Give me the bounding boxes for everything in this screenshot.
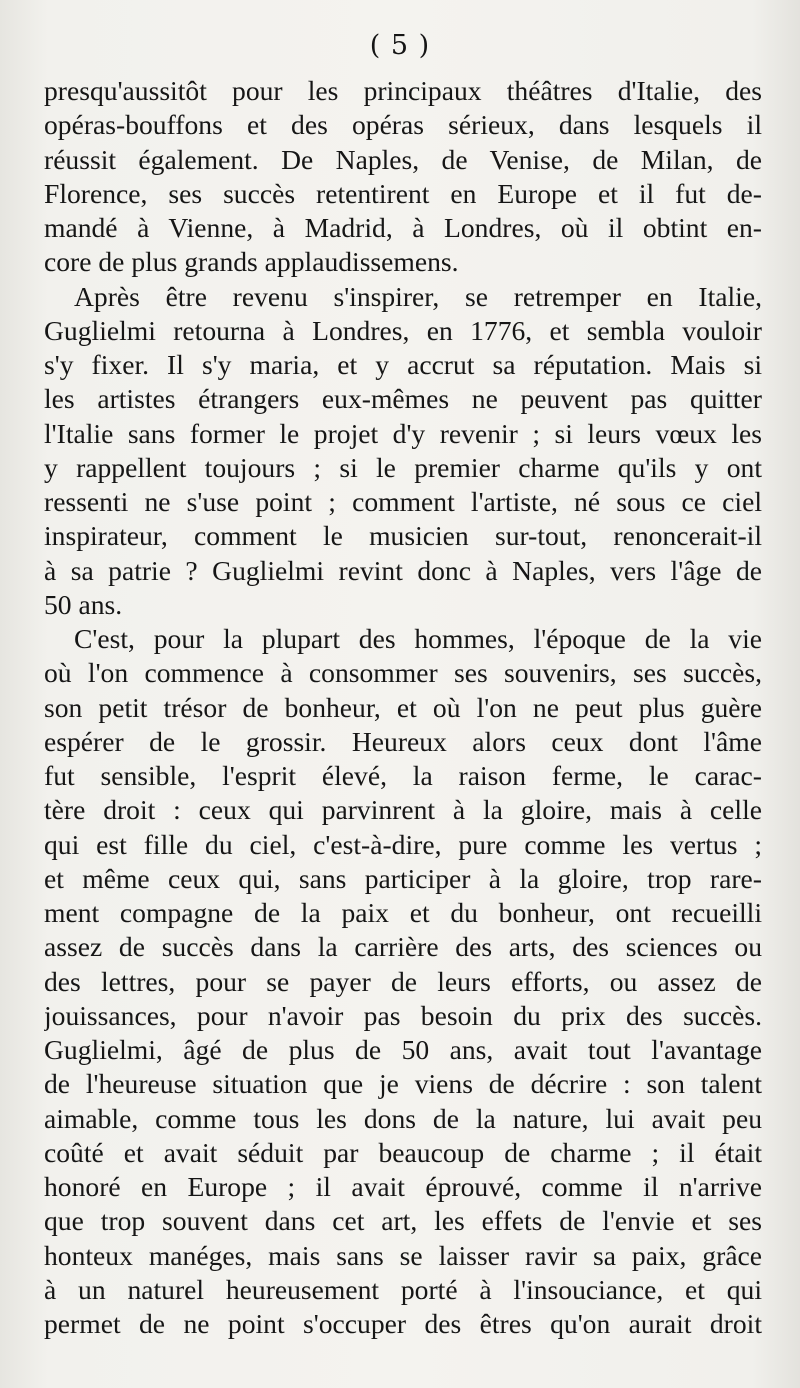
text-line: inspirateur, comment le musicien sur-tout, renoncerait-il	[44, 520, 762, 552]
text-line: de l'heureuse situation que je viens de décrire : son talent	[44, 1068, 762, 1100]
text-line: 50 ans.	[44, 588, 123, 620]
body-text	[44, 74, 762, 1341]
text-line: ment compagne de la paix et du bonheur, ont recueilli	[44, 897, 762, 928]
text-line: opéras-bouffons et des opéras sérieux, dans lesquels il	[44, 109, 762, 141]
text-line: son petit trésor de bonheur, et où l'on ne peut plus guère	[44, 691, 762, 723]
text-line: ressenti ne s'use point ; comment l'artiste, né sous ce ciel	[44, 486, 762, 517]
text-line: des lettres, pour se payer de leurs efforts, ou assez de	[44, 965, 762, 997]
text-line: jouissances, pour n'avoir pas besoin du prix des succès.	[44, 999, 762, 1031]
text-line: honteux manéges, mais sans se laisser ravir sa paix, grâce	[44, 1239, 762, 1271]
text-line: tère droit : ceux qui parvinrent à la gloire, mais à celle	[44, 794, 762, 826]
text-line: honoré en Europe ; il avait éprouvé, comme il n'arrive	[44, 1171, 762, 1202]
text-line: réussit également. De Naples, de Venise, de Milan, de	[44, 143, 762, 175]
text-line: presqu'aussitôt pour les principaux théâtres d'Italie, des	[44, 75, 762, 106]
text-line: à sa patrie ? Guglielmi revint donc à Naples, vers l'âge de	[44, 554, 762, 586]
text-line: y rappellent toujours ; si le premier charme qu'ils y ont	[44, 451, 762, 483]
text-line: C'est, pour la plupart des hommes, l'époque de la vie	[74, 623, 762, 654]
text-line: fut sensible, l'esprit élevé, la raison ferme, le carac-	[44, 760, 762, 791]
text-line: aimable, comme tous les dons de la nature, lui avait peu	[44, 1102, 762, 1134]
text-line: s'y fixer. Il s'y maria, et y accrut sa réputation. Mais si	[44, 349, 762, 380]
text-line: les artistes étrangers eux-mêmes ne peuvent pas quitter	[44, 383, 762, 415]
text-line: l'Italie sans former le projet d'y revenir ; si leurs vœux les	[44, 417, 762, 449]
text-line: à un naturel heureusement porté à l'insouciance, et qui	[44, 1273, 762, 1305]
text-line: assez de succès dans la carrière des arts, des sciences ou	[44, 931, 762, 963]
text-line: Guglielmi, âgé de plus de 50 ans, avait tout l'avantage	[44, 1034, 762, 1065]
text-line: coûté et avait séduit par beaucoup de charme ; il était	[44, 1136, 762, 1168]
text-line: core de plus grands applaudissemens.	[44, 246, 459, 278]
page-number: ( 5 )	[369, 30, 431, 61]
text-line: espérer de le grossir. Heureux alors ceux dont l'âme	[44, 725, 762, 757]
text-line: où l'on commence à consommer ses souvenirs, ses succès,	[44, 657, 762, 689]
text-line: Florence, ses succès retentirent en Europe et il fut de-	[44, 177, 762, 209]
text-line: Guglielmi retourna à Londres, en 1776, et sembla vouloir	[44, 314, 762, 346]
text-line: et même ceux qui, sans participer à la gloire, trop rare-	[44, 862, 762, 894]
text-line: Après être revenu s'inspirer, se retremper en Italie,	[74, 280, 762, 312]
text-line: permet de ne point s'occuper des êtres qu'on aurait droit	[44, 1308, 762, 1339]
text-line: qui est fille du ciel, c'est-à-dire, pure comme les vertus ;	[44, 828, 762, 860]
text-line: que trop souvent dans cet art, les effets de l'envie et ses	[44, 1205, 762, 1237]
text-line: mandé à Vienne, à Madrid, à Londres, où il obtint en-	[44, 212, 762, 243]
